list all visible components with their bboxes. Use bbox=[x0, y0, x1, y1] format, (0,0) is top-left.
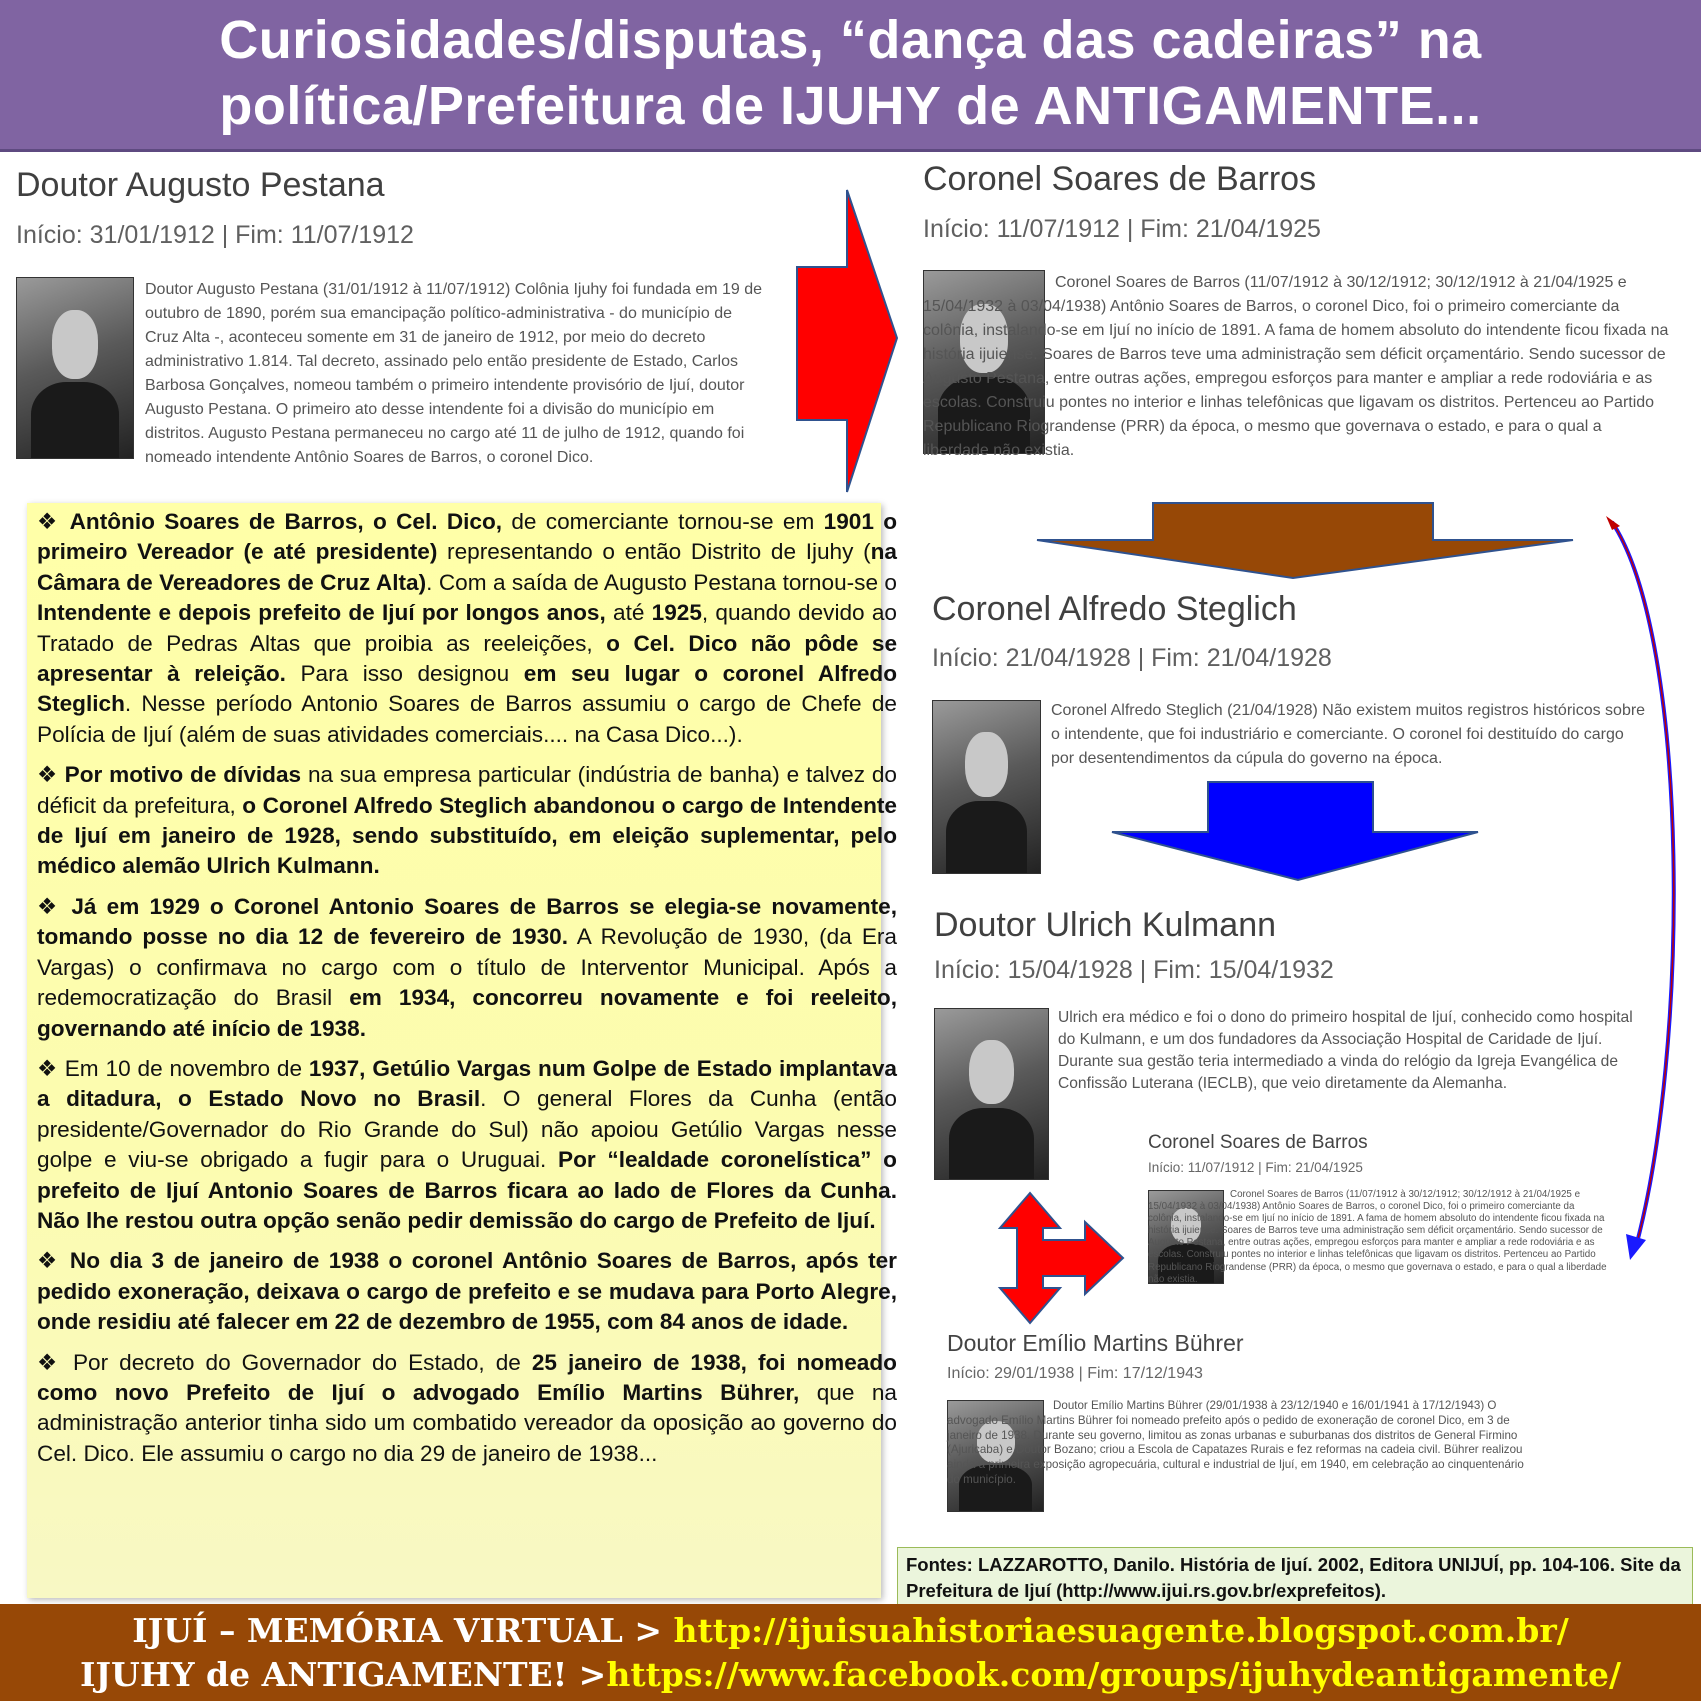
blue-curved-arrow bbox=[1612, 522, 1674, 1250]
narrative-segment: ❖ bbox=[37, 1248, 70, 1274]
narrative-segment: No dia 3 de janeiro de 1938 o coronel Antônio Soares de Barros, após ter pedido exoneração, deixava o cargo de prefeito e se mudava para Porto Alegre, onde residiu até falecer em 22 de dezembro de 1955, com 84 anos de idade. bbox=[37, 1248, 897, 1335]
narrative-segment: em seu lugar o coronel Alfredo Steglich bbox=[37, 661, 897, 717]
narrative-segment: Por motivo de dívidas bbox=[64, 762, 302, 788]
narrative-paragraph-5 bbox=[37, 1246, 897, 1337]
pestana-name: Doutor Augusto Pestana bbox=[16, 166, 385, 204]
narrative-paragraph-3 bbox=[37, 892, 897, 1044]
narrative-segment: até bbox=[605, 600, 652, 626]
footer-banner bbox=[0, 1604, 1701, 1701]
steglich-name: Coronel Alfredo Steglich bbox=[932, 590, 1297, 628]
steglich-bio: Coronel Alfredo Steglich (21/04/1928) Não existem muitos registros históricos sobre o intendente, que foi industriário e comerciante. O coronel foi destituído do cargo por desentendimentos da cúpula do governo na época. bbox=[1051, 702, 1646, 767]
narrative-segment: o Cel. Dico não pôde se apresentar à releição. bbox=[37, 630, 898, 687]
narrative-paragraph-6 bbox=[37, 1348, 897, 1470]
header-title-line-2: política/Prefeitura de IJUHY de ANTIGAMENTE... bbox=[219, 76, 1482, 136]
narrative-segment: Para isso designou bbox=[285, 661, 524, 687]
narrative-segment: representando o então Distrito de Ijuhy ( bbox=[437, 539, 871, 565]
footer-label-2: IJUHY de ANTIGAMENTE! > bbox=[79, 1655, 607, 1694]
narrative-segment: ❖ Por decreto do Governador do Estado, de bbox=[37, 1349, 532, 1375]
narrative-paragraph-4 bbox=[37, 1054, 897, 1236]
brown-arrow-down bbox=[1037, 503, 1573, 578]
kulmann-bio: Ulrich era médico e foi o dono do primeiro hospital de Ijuí, conhecido como hospital do Kulmann, e um dos fundadores da Associação Hospital de Caridade de Ijuí. Durante sua gestão teria intermediado a vinda do relógio da Igreja Evangélica de Confissão Luterana (IECLB), que veio diretamente da Alemanha. bbox=[1058, 1009, 1633, 1092]
narrative-segment: , quando devido ao Tratado de Pedras Altas que proibia as reeleições, bbox=[37, 600, 897, 656]
sources-box: Fontes: LAZZAROTTO, Danilo. História de Ijuí. 2002, Editora UNIJUÍ, pp. 104-106. Site da Prefeitura de Ijuí (http://www.ijui.rs.gov.br/exprefeitos). bbox=[897, 1547, 1693, 1607]
soares-inset-name: Coronel Soares de Barros bbox=[1148, 1132, 1368, 1153]
narrative-segment: na sua empresa particular (indústria de banha) e talvez do déficit da prefeitura, bbox=[37, 762, 897, 818]
narrative-segment: 1937, Getúlio Vargas num Golpe de Estado implantava a ditadura, o Estado Novo no Brasil bbox=[37, 1055, 897, 1112]
narrative-segment: ❖ bbox=[37, 509, 70, 534]
soares-name: Coronel Soares de Barros bbox=[923, 160, 1317, 198]
facebook-group-link[interactable]: https://www.facebook.com/groups/ijuhydeantigamente/ bbox=[606, 1655, 1622, 1694]
narrative-segment: 1925 bbox=[651, 600, 702, 626]
narrative-segment: de comerciante tornou-se em bbox=[502, 509, 824, 534]
narrative-panel bbox=[27, 503, 898, 1598]
blue-arrow-down bbox=[1112, 782, 1478, 880]
narrative-segment: Antônio Soares de Barros, o Cel. Dico, bbox=[69, 509, 503, 534]
kulmann-dates: Início: 15/04/1928 | Fim: 15/04/1932 bbox=[934, 956, 1334, 984]
pestana-bio: Doutor Augusto Pestana (31/01/1912 à 11/07/1912) Colônia Ijuhy foi fundada em 19 de outubro de 1890, porém sua emancipação político-administrativa - do município de Cruz Alta -, aconteceu somente em 31 de janeiro de 1912, por meio do decreto administrativo 1.814. Tal decreto, assinado pelo então presidente de Estado, Carlos Barbosa Gonçalves, nomeou também o primeiro intendente provisório de Ijuí, doutor Augusto Pestana. O primeiro ato desse intendente foi a divisão do município em distritos. Augusto Pestana permaneceu no cargo até 11 de julho de 1912, quando foi nomeado intendente Antônio Soares de Barros, o coronel Dico. bbox=[145, 281, 763, 466]
buhrer-dates: Início: 29/01/1938 | Fim: 17/12/1943 bbox=[947, 1365, 1203, 1382]
soares-bio: Coronel Soares de Barros (11/07/1912 à 30/12/1912; 30/12/1912 à 21/04/1925 e 15/04/1932 à 03/04/1938) Antônio Soares de Barros, o coronel Dico, foi o primeiro comerciante da colônia, instalando-se em Ijuí no início de 1891. A fama de homem absoluto do intendente ficou fixada na história ijuiense. Soares de Barros teve uma administração sem déficit orçamentário. Sendo sucessor de Augusto Pestana, entre outras ações, empregou esforços para manter e ampliar a rede rodoviária e as escolas. Construiu pontes no interior e linhas telefônicas que ligavam os distritos. Pertenceu ao Partido Republicano Riograndense (PRR) da época, o mesmo que governava o estado, e para o qual a liberdade não existia. bbox=[923, 274, 1669, 459]
red-arrow-up-down-right bbox=[1000, 1193, 1123, 1323]
narrative-segment: que na administração anterior tinha sido um combatido vereador da oposição ao governo do Cel. Dico. Ele assumiu o cargo no dia 29 de janeiro de 1938... bbox=[37, 1379, 897, 1466]
kulmann-name: Doutor Ulrich Kulmann bbox=[934, 906, 1277, 944]
narrative-segment: ❖ bbox=[37, 762, 65, 788]
narrative-segment: . Com a saída de Augusto Pestana tornou-se o bbox=[426, 569, 898, 595]
blog-link[interactable]: http://ijuisuahistoriaesuagente.blogspot.com.br/ bbox=[673, 1611, 1569, 1650]
narrative-segment: o Coronel Alfredo Steglich abandonou o cargo de Intendente de Ijuí em janeiro de 1928, sendo substituído, em eleição suplementar, pelo médico alemão Ulrich Kulmann. bbox=[37, 792, 897, 879]
narrative-segment: . O general Flores da Cunha (então presidente/Governador do Rio Grande do Sul) não apoiou Getúlio Vargas nesse golpe e viu-se obrigado a fugir para o Uruguai. bbox=[37, 1086, 897, 1173]
narrative-segment: ❖ Em 10 de novembro de bbox=[37, 1055, 309, 1081]
narrative-segment: na Câmara de Vereadores de Cruz Alta) bbox=[37, 539, 897, 595]
red-arrow-right bbox=[797, 190, 897, 492]
narrative-segment: em 1934, concorreu novamente e foi reeleito, governando até início de 1938. bbox=[37, 985, 897, 1041]
narrative-segment: 1901 o primeiro Vereador (e até presidente) bbox=[37, 509, 897, 565]
narrative-segment: A Revolução de 1930, (da Era Vargas) o confirmava no cargo com o título de Interventor Municipal. Após a redemocratização do Brasil bbox=[37, 924, 897, 1011]
soares-dates: Início: 11/07/1912 | Fim: 21/04/1925 bbox=[923, 215, 1321, 243]
steglich-dates: Início: 21/04/1928 | Fim: 21/04/1928 bbox=[932, 644, 1332, 672]
narrative-segment: . Nesse período Antonio Soares de Barros assumiu o cargo de Chefe de Polícia de Ijuí (além de suas atividades comerciais.... na Casa Dico...). bbox=[37, 691, 897, 747]
buhrer-bio: Doutor Emílio Martins Bührer (29/01/1938 à 23/12/1940 e 16/01/1941 à 17/12/1943) O advogado Emílio Martins Bührer foi nomeado prefeito após o pedido de exoneração de coronel Dico, em 3 de janeiro de 1938. Durante seu governo, limitou as zonas urbanas e suburbanas dos distritos de General Firmino (Ajuricaba) e Doutor Bozano; criou a Escola de Capatazes Rurais e fez reformas na cadeia civil. Bührer realizou ainda a primeira exposição agropecuária, cultural e industrial de Ijuí, em 1940, em celebração ao cinquentenário do município. bbox=[947, 1399, 1524, 1486]
soares-inset-dates: Início: 11/07/1912 | Fim: 21/04/1925 bbox=[1148, 1160, 1363, 1175]
pestana-dates: Início: 31/01/1912 | Fim: 11/07/1912 bbox=[16, 221, 414, 249]
narrative-paragraph-1 bbox=[37, 507, 897, 750]
soares-inset-bio: Coronel Soares de Barros (11/07/1912 à 30/12/1912; 30/12/1912 à 21/04/1925 e 15/04/1932 à 03/04/1938) Antônio Soares de Barros, o coronel Dico, foi o primeiro comerciante da colônia, instalando-se em Ijuí no início de 1891. A fama de homem absoluto do intendente ficou fixada na história ijuiense. Soares de Barros teve uma administração sem déficit orçamentário. Sendo sucessor de Augusto Pestana, entre outras ações, empregou esforços para manter e ampliar a rede rodoviária e as escolas. Construiu pontes no interior e linhas telefônicas que ligavam os distritos. Pertenceu ao Partido Republicano Riograndense (PRR) da época, o mesmo que governava o estado, e para o qual a liberdade não existia. bbox=[1148, 1189, 1607, 1285]
footer-label-1: IJUÍ – MEMÓRIA VIRTUAL > bbox=[132, 1611, 674, 1650]
buhrer-name: Doutor Emílio Martins Bührer bbox=[947, 1330, 1244, 1356]
narrative-segment: 25 janeiro de 1938, foi nomeado como novo Prefeito de Ijuí o advogado Emílio Martins Bührer, bbox=[37, 1349, 897, 1405]
narrative-segment: ❖ bbox=[37, 893, 72, 919]
narrative-segment: Intendente e depois prefeito de Ijuí por longos anos, bbox=[37, 600, 606, 626]
narrative-segment: Por “lealdade coronelística” o prefeito de Ijuí Antonio Soares de Barros ficara ao lado de Flores da Cunha. Não lhe restou outra opção senão pedir demissão do cargo de Prefeito de Ijuí. bbox=[37, 1147, 897, 1233]
header-title-line-1: Curiosidades/disputas, “dança das cadeiras” na bbox=[219, 10, 1482, 70]
blue-curved-arrow-head bbox=[1626, 1234, 1646, 1260]
narrative-paragraph-2 bbox=[37, 760, 897, 882]
narrative-segment: Já em 1929 o Coronel Antonio Soares de Barros se elegia-se novamente, tomando posse no dia 12 de fevereiro de 1930. bbox=[37, 893, 897, 950]
